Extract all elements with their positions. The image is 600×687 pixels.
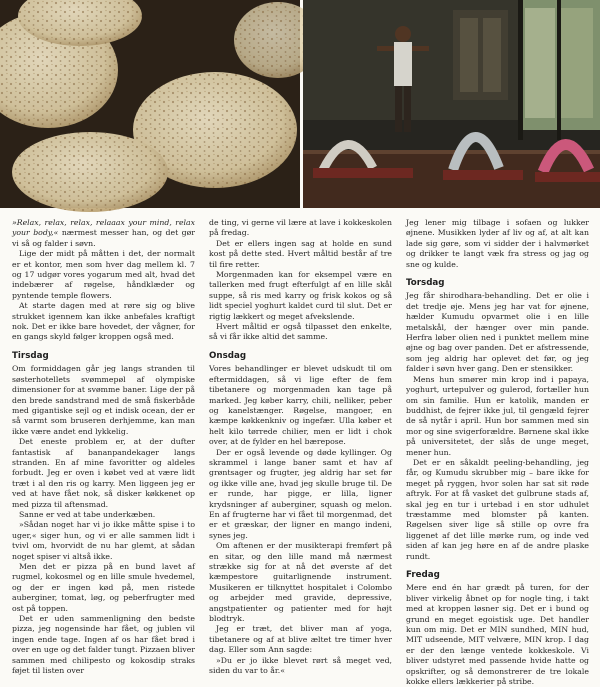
- paragraph: At starte dagen med at røre sig og blive strukket igennem kan ikke anbefales kraftigt nok. Det er ikke bare hovedet, der vågner, for en gangs skyld følger kroppen også med.: [12, 301, 195, 342]
- pappadums-illustration: [0, 0, 300, 208]
- photo-strip: [0, 0, 600, 208]
- paragraph: Mens hun smører min krop ind i papaya, yoghurt, urtepulver og gulerod, fortæller hun om sin familie. Hun er katolik, manden er buddhist, de fejrer ikke jul, til gengæld fejrer de så nytår i april. Hun bor sammen med sin mor og sine svigerforældre. Børnene skal ikke på universitetet, der slås de unge meget, mener hun.: [406, 374, 589, 457]
- paragraph: Men det er pizza på en bund lavet af rugmel, kokosmel og en lille smule hvedemel, og der er ingen kød på, men ristede auberginer, tomat, løg, og peberfrugter med ost på toppen.: [12, 562, 195, 613]
- text-column-3: [406, 218, 589, 687]
- paragraph-text: nærmest messer han, og det gør vi så og falder i søvn.: [12, 228, 195, 248]
- paragraph: Det er en såkaldt peeling-behandling, jeg får, og Kumudu skrubber mig – bare ikke for meget på ryggen, hvor solen har sat sit røde aftryk. For at få vasket det gulbrune stads af, skal jeg en tur i urtebad i en stor udhulet træstamme med blomster på kanten. Røgelsen siver lige så stille op ovre fra liggenet af det lille mørke rum, og inde ved siden af kan jeg høre en af de andre plaske rundt.: [406, 457, 589, 561]
- paragraph: Det er ellers ingen sag at holde en sund kost på dette sted. Hvert måltid består af tre til fire retter.: [209, 238, 392, 269]
- paragraph: Sanne er ved at tabe underkæben.: [19, 509, 156, 519]
- paragraph: Om formiddagen går jeg langs stranden til søsterhotellets svømmepøl af olympiske dimensioner for at svømme baner. Lige der på den brede sandstrand med de små fiskerbåde med gigantiske sejl og et indisk ocean, der er så varmt som bruseren derhjemme, kan man ikke være andet end lykkelig.: [12, 364, 195, 436]
- paragraph: »Sådan noget har vi jo ikke måtte spise i to uger,« siger hun, og vi er alle sammen lidt i tvivl om, hvorvidt de nu har glemt, at sådan noget spiser vi altså ikke.: [12, 520, 195, 561]
- paragraph: Jeg får shirodhara-behandling. Det er olie i det tredje øje. Mens jeg har vat for øjnene, hælder Kumudu opvarmet olie i en lille metalskål, der hænger over min pande. Herfra løber olien ned i punktet mellem mine øjne og bag over panden. Det er afstressende, som jeg aldrig har oplevet det før, og jeg falder i søvn hver gang. Den er stensikker.: [406, 291, 589, 374]
- paragraph: Morgenmaden kan for eksempel være en tallerken med frugt efterfulgt af en lille skål suppe, så ris med karry og frisk kokos og så lidt speciel yoghurt kaldet curd til slut. Det er rigtig lækkert og meget afvekslende.: [209, 270, 392, 321]
- section-heading-torsdag: Torsdag: [406, 278, 445, 289]
- paragraph: de ting, vi gerne vil lære at lave i kokkeskolen på fredag.: [209, 218, 392, 238]
- paragraph: Jeg lener mig tilbage i sofaen og lukker øjnene. Musikken lyder af liv og af, at alt kan lade sig gøre, som vi sidder der i halvmørket og drikker te langt væk fra stress og jag og sne og kulde.: [406, 218, 589, 269]
- paragraph: [12, 218, 195, 249]
- yoga-class-illustration: [303, 0, 600, 208]
- paragraph: Vores behandlinger er blevet udskudt til om eftermiddagen, så vi lige efter de fem tibetanere og morgenmaden kan tage på marked. Jeg køber karry, chili, nelliker, peber og kanelstænger. Røgelse, mangoer, en kæmpe køkkenkniv og ingefær. Ulla køber et helt kilo tørrede chilier, men er lidt i chok over, at de fylder en hel bærepose.: [209, 364, 392, 447]
- photo-yoga-class: [303, 0, 600, 208]
- text-column-1: [12, 218, 195, 676]
- article-body: [12, 218, 590, 687]
- text-column-2: [209, 218, 392, 676]
- paragraph: Lige der midt på måtten i det, der normalt er et kontor, men som hver dag mellem kl. 7 og 17 udgør vores yogarum med alt, hvad det indebærer af røgelse, håndklæder og pyntende temple flowers.: [12, 249, 195, 300]
- paragraph: Der er også levende og døde kyllinger. Og skrammel i lange baner samt et hav af grøntsager og frugter, jeg aldrig har set før og ikke ville ane, hvad jeg skulle bruge til. De er runde, har pigge, er lilla, ligner krydsninger af auberginer, squash og melon. En af frugterne har vi fået til morgenmad, det er et græskar, der ligner en mango indeni, synes jeg.: [209, 447, 392, 540]
- paragraph: Om aftenen er der musikterapi fremført på en sitar, og den lille mand må nærmest strække sig for at nå det øverste af det kæmpestore guitarlignende instrument. Musikeren er tilknyttet hospitalet i Colombo og arbejder med gravide, depressive, angstpatienter og patienter med for højt blodtryk.: [209, 541, 392, 624]
- paragraph: Mere end én har grædt på turen, for der bliver virkelig åbnet op for nogle ting, i takt med at kroppen løsner sig. Det er i bund og grund en meget egoistisk uge. Det handler kun om mig. Det er MIN sundhed, MIN hud, MIT udseende, MIT velvære, MIN krop. I dag er der den længe ventede kokkeskole. Vi bliver udstyret med passende hvide hatte og opskrifter, og så demonstrerer de tre lokale kokke ellers lækkerier på stribe.: [406, 583, 589, 687]
- paragraph: Jeg er træt, det bliver man af yoga, tibetanere og af at blive æltet tre timer hver dag. Eller som Ann sagde:: [209, 624, 392, 655]
- section-heading-fredag: Fredag: [406, 570, 440, 580]
- paragraph: Hvert måltid er også tilpasset den enkelte, så vi får ikke altid det samme.: [209, 322, 392, 342]
- quote-text: »Relax, relax, relax, relaaax your mind, relax your body,«: [12, 218, 195, 238]
- photo-pappadums: [0, 0, 300, 208]
- paragraph: Det er uden sammenligning den bedste pizza, jeg nogensinde har fået, og jublen vil ingen ende tage. Ingen af os har fået brød i over en uge og det falder tungt. Pizzaen bliver sammen med chilipesto og kokosdip straks føjet til listen over: [12, 614, 195, 676]
- paragraph: »Du er jo ikke blevet rørt så meget ved, siden du var to år.«: [209, 655, 392, 676]
- section-heading-tirsdag: Tirsdag: [12, 350, 49, 361]
- paragraph: Det eneste problem er, at der dufter fantastisk af bananpandekager langs stranden. En af mine favoritter og aldeles forbudt. Jeg er oven i købet ved at være lidt træt i al den ris og karry. Men liggeen jeg er ved at have fået nok, så disker køkkenet op med pizza til aftensmad.: [12, 437, 195, 509]
- section-heading-onsdag: Onsdag: [209, 350, 247, 361]
